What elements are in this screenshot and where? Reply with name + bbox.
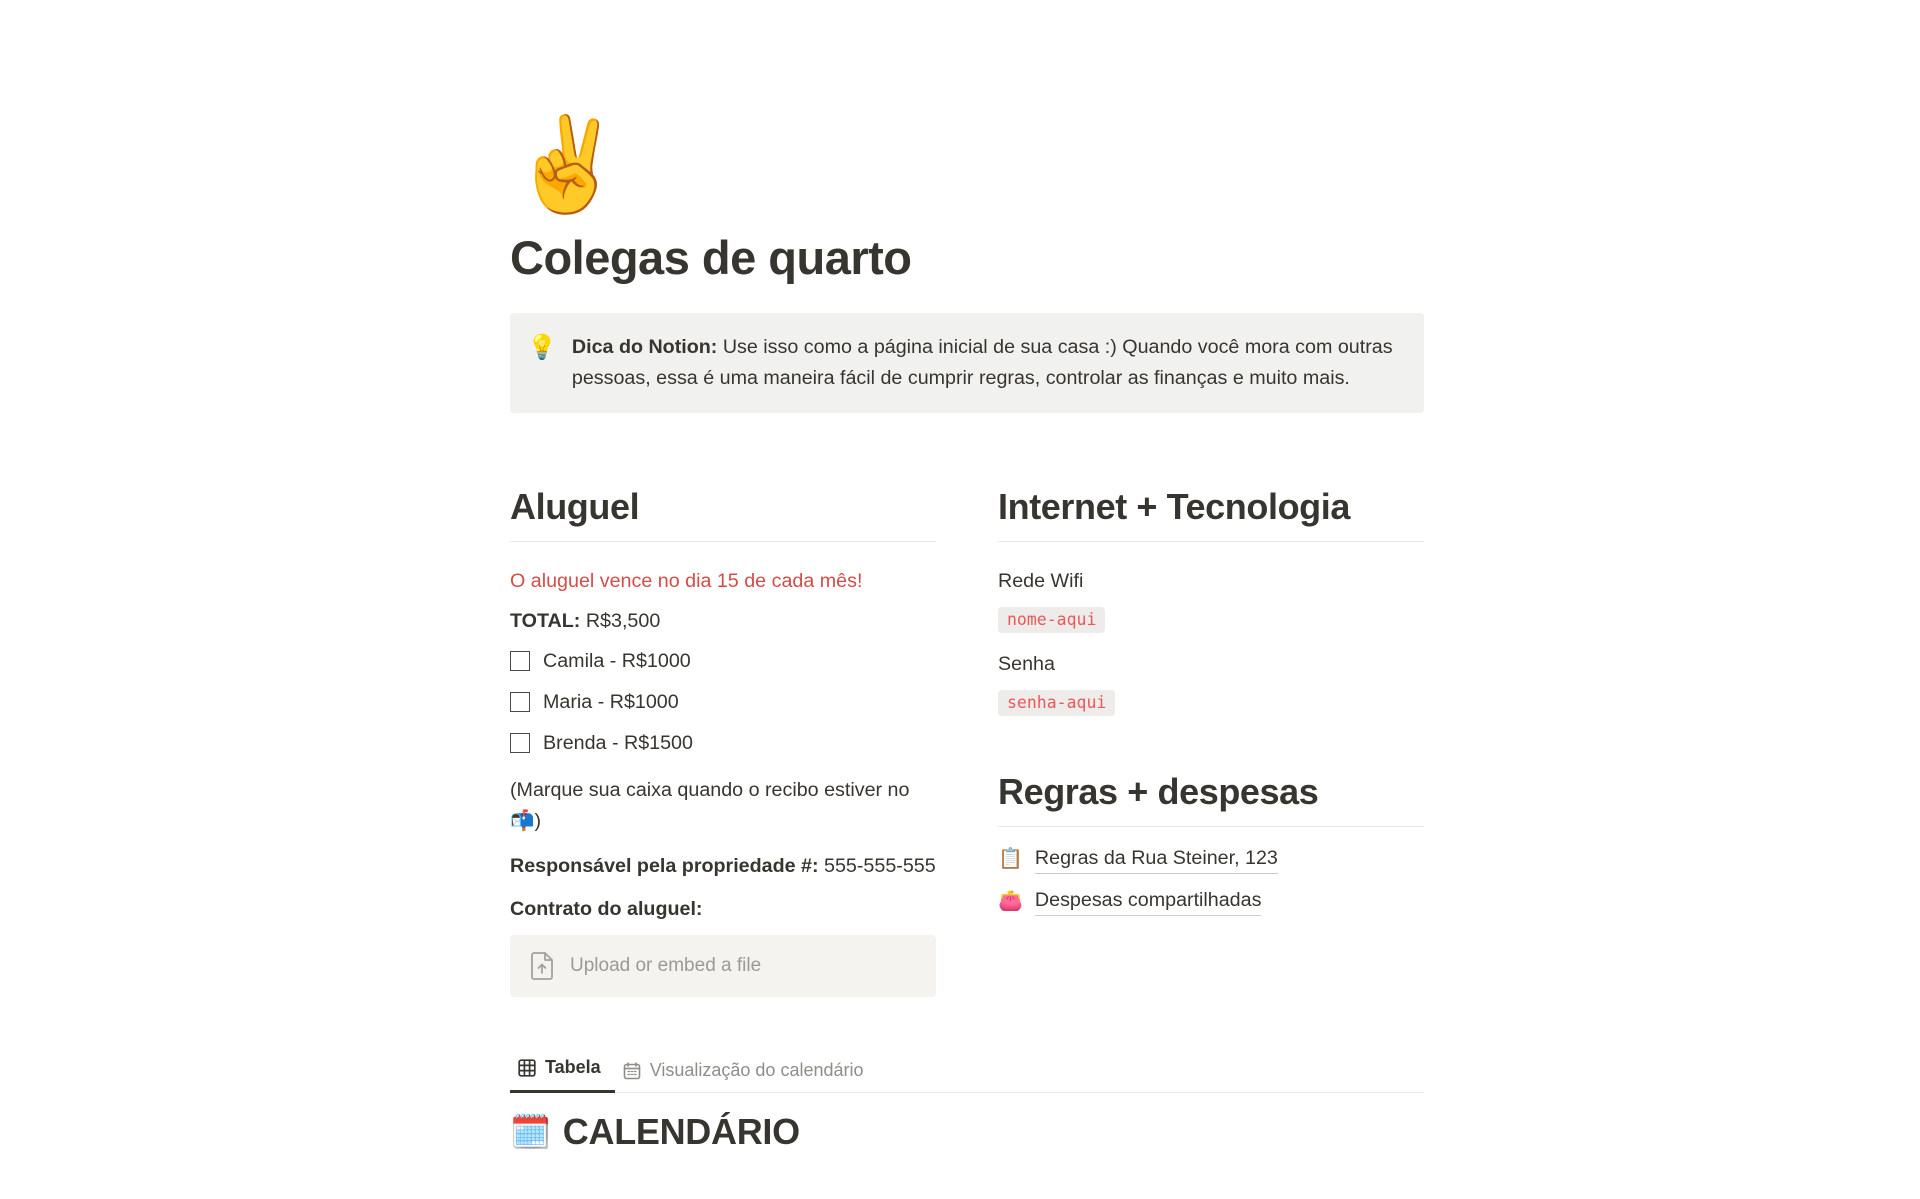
notion-tip-callout (510, 313, 1424, 413)
checkbox-maria[interactable] (510, 692, 530, 712)
todo-label: Brenda - R$1500 (543, 732, 693, 755)
tab-label: Tabela (545, 1057, 601, 1078)
password-label: Senha (998, 653, 1055, 676)
page-emoji-icon[interactable]: ✌️ (510, 114, 625, 216)
todo-item-camila (510, 647, 936, 675)
calendar-section-heading (510, 1111, 1424, 1153)
tab-table-view[interactable] (510, 1057, 615, 1093)
file-upload-dropzone[interactable] (510, 935, 936, 997)
rules-heading: Regras + despesas (998, 771, 1319, 813)
tab-label: Visualização do calendário (649, 1060, 864, 1081)
divider (998, 541, 1424, 542)
checkbox-brenda[interactable] (510, 733, 530, 753)
todo-item-maria (510, 688, 936, 716)
purse-icon: 👛 (998, 890, 1023, 913)
link-shared-expenses (998, 886, 1424, 916)
wifi-name-code-tag: nome-aqui (998, 607, 1105, 633)
notion-page (510, 110, 1424, 1153)
todo-item-brenda (510, 729, 936, 757)
property-manager-label: Responsável pela propriedade #: (510, 855, 819, 878)
rent-due-notice: O aluguel vence no dia 15 de cada mês! (510, 570, 863, 593)
house-rules-page-link[interactable]: Regras da Rua Steiner, 123 (1035, 844, 1278, 874)
rent-column (510, 487, 936, 997)
todo-label: Camila - R$1000 (543, 650, 691, 673)
rent-total-value: R$3,500 (580, 610, 661, 633)
link-house-rules (998, 844, 1424, 874)
password-code-tag: senha-aqui (998, 690, 1115, 716)
calendar-heading-text: CALENDÁRIO (562, 1111, 800, 1153)
database-view-tabs (510, 1057, 1424, 1093)
file-upload-icon (528, 951, 556, 981)
divider (510, 541, 936, 542)
rent-total-label: TOTAL: (510, 610, 581, 633)
spiral-calendar-icon: 🗓️ (510, 1112, 551, 1150)
rent-heading: Aluguel (510, 486, 640, 528)
callout-body-text: Use isso como a página inicial de sua casa :) Quando você mora com outras pessoas, essa é uma maneira fácil de cumprir regras, controlar as finanças e muito mais. (571, 336, 1393, 390)
wifi-label: Rede Wifi (998, 570, 1084, 593)
tab-calendar-view[interactable] (615, 1060, 878, 1093)
divider (998, 826, 1424, 827)
callout-text (572, 332, 1402, 394)
internet-column (998, 487, 1424, 997)
calendar-icon (623, 1062, 641, 1080)
shared-expenses-page-link[interactable]: Despesas compartilhadas (1035, 886, 1262, 916)
property-manager-line (510, 851, 936, 882)
rent-total (510, 608, 936, 634)
lightbulb-icon: 💡 (527, 334, 557, 362)
contract-label: Contrato do aluguel: (510, 898, 703, 921)
upload-placeholder-text: Upload or embed a file (570, 955, 762, 977)
property-manager-number: 555-555-555 (818, 855, 936, 878)
two-column-section (510, 487, 1424, 997)
page-title: Colegas de quarto (510, 231, 912, 285)
rent-note: (Marque sua caixa quando o recibo estiver no 📬) (510, 779, 910, 833)
table-icon (518, 1059, 536, 1077)
internet-heading: Internet + Tecnologia (998, 486, 1350, 528)
clipboard-icon: 📋 (998, 848, 1023, 871)
todo-label: Maria - R$1000 (543, 691, 679, 714)
callout-bold-label: Dica do Notion: (571, 336, 718, 359)
checkbox-camila[interactable] (510, 651, 530, 671)
